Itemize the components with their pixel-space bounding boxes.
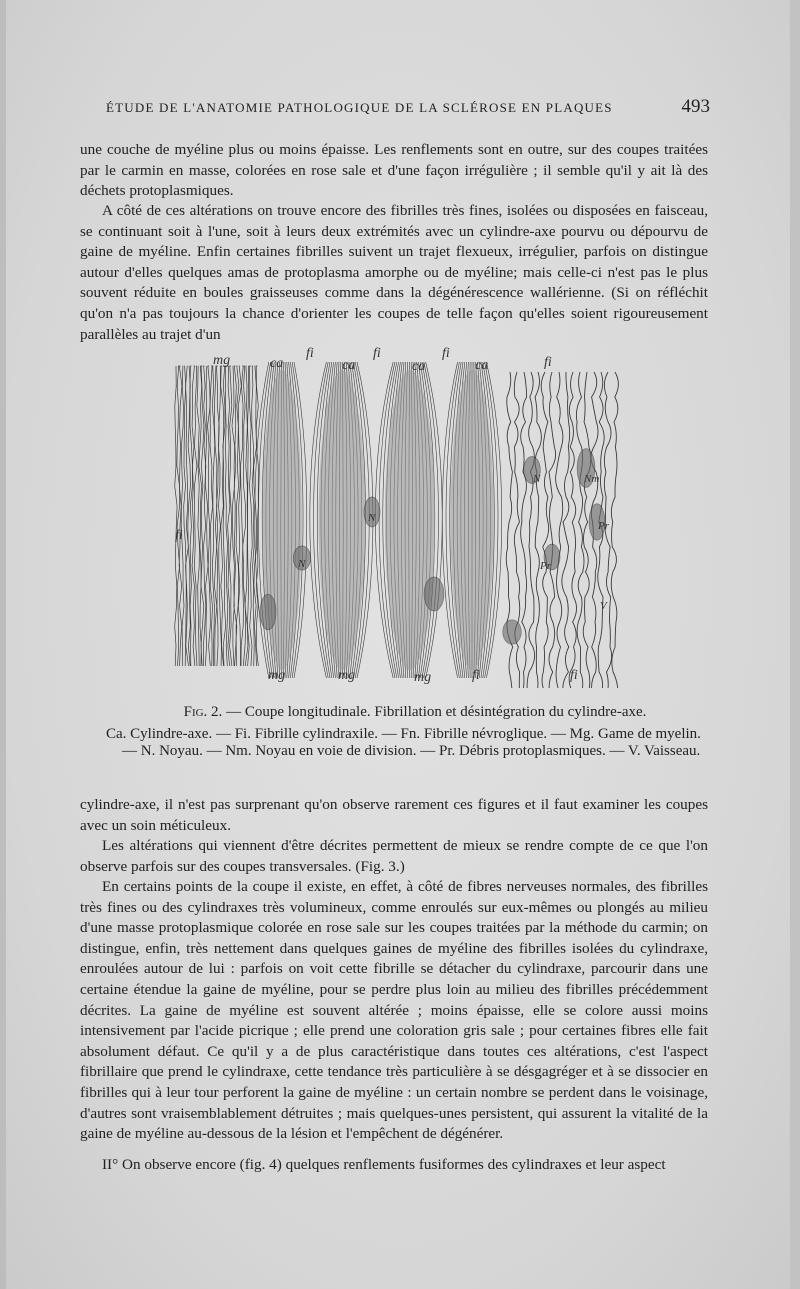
figure-label-bottom-mg: mg [268,668,286,683]
page-right-edge [790,0,800,1289]
figure-label-inside-n: N [533,473,541,485]
running-header [80,96,710,120]
page-left-edge [0,0,6,1289]
figure-label-inside-nm: Nm [584,473,600,485]
figure-label-inside-pr: Pr [540,560,551,572]
figure-caption [106,704,714,760]
figure-label-inside-n: N [368,512,376,524]
paragraph-renflements: II° On observe encore (fig. 4) quelques renflements fusiformes des cylindraxes et leur aspect [102,1156,666,1173]
caption-fig-label: Fig. 2. [183,704,223,720]
figure-label-top-fi: fi [373,346,381,361]
figure-label-bottom-mg: mg [338,668,356,683]
figure-label-top-ca: ca [342,358,356,373]
figure-label-top-fi: fi [306,346,314,361]
paragraph-coupe: En certains points de la coupe il existe, en effet, à côté de fibres nerveuses normales, des fibrilles très fines ou des cylindraxes très volumineux, comme enroulés sur eux-mêmes ou plongés au milieu d'une masse protoplasmique colorée en rose sale sur les coupes traitées par la méthode du carmin; on distingue, enfin, très nettement dans quelques gaines de myéline des fibrilles isolées du cylindraxe, enroulées autour de lui : parfois on voit cette fibrille se détacher du cylindraxe, parcourir dans une certaine étendue la gaine de myéline, pour se perdre plus loin au milieu des fibrilles précédemment décrites. La gaine de myéline est souvent altérée ; moins épaisse, elle se colore aussi moins intensivement par l'acide picrique ; elle prend une coloration gris sale ; pour certaines fibres elle fait absolument défaut. Ce qu'il y a de plus caractéristique dans toutes ces altérations, c'est l'aspect fibrillaire que prend le cylindraxe, cette tendance très particulière à se désgagréger et à se dissocier en fibrilles qui à leur tour perforent la gaine de myéline : un certain nombre se perdent dans le voisinage, d'autres sont vraisemblablement détruites ; mais quelques-unes persistent, qui assurent la vitalité de la gaine de myéline au-dessous de la lésion et l'empêchent de dégénérer. [80,878,708,1143]
caption-legend: Ca. Cylindre-axe. — Fi. Fibrille cylindraxile. — Fn. Fibrille névroglique. — Mg. Game de myelin. — N. Noyau. — Nm. Noyau en voie de division. — Pr. Débris protoplasmiques. — V. Vaisseau. [106,726,701,759]
figure-label-top-ca: ca [412,359,426,374]
figure-2-illustration [172,352,620,688]
figure-label-bottom-mg: mg [414,670,432,685]
fiber-drawing [172,352,620,688]
paragraph-alterations: Les altérations qui viennent d'être décrites permettent de mieux se rendre compte de ce que l'on observe parfois sur des coupes transversales. (Fig. 3.) [80,837,708,875]
figure-label-inside-fi: fi [175,528,183,543]
figure-label-top-fi: fi [442,346,450,361]
figure-label-top-ca: ca [270,356,284,371]
figure-label-top-fi: fi [544,355,552,370]
paragraph-cylindre-axe: cylindre-axe, il n'est pas surprenant qu'on observe rarement ces figures et il faut examiner les coupes avec un soin méticuleux. [80,796,708,834]
figure-label-inside-pr: Pr [598,520,609,532]
figure-label-top-mg: mg [213,353,231,368]
figure-label-top-ca: ca [475,358,489,373]
caption-title-text: — Coupe longitudinale. Fibrillation et désintégration du cylindre-axe. [226,704,647,720]
paragraph-fibrilles: A côté de ces altérations on trouve encore des fibrilles très fines, isolées ou disposées en faisceau, se continuant soit à l'une, soit à leurs deux extrémités avec un cylindre-axe pourvu ou dépourvu de gaine de myéline. Enfin certaines fibrilles suivent un trajet flexueux, irrégulier, parfois on distingue autour d'elles quelques amas de protoplasma amorphe ou de myéline; mais celle-ci n'est pas le plus souvent réduite en boules graisseuses comme dans la dégénérescence wallérienne. (Si on réfléchit qu'on n'a pas toujours la chance d'orienter les coupes de telle façon qu'elles soient rigoureusement parallèles au trajet d'un [80,202,708,343]
page-number: 493 [681,96,710,117]
figure-label-inside-v: V [600,600,607,612]
paragraph-continuation: une couche de myéline plus ou moins épaisse. Les renflements sont en outre, sur des coupes traitées par le carmin en masse, colorées en rose sale et d'une façon irrégulière ; il semble qu'il y ait là des déchets protoplasmiques. [80,141,708,200]
caption-title [116,704,714,721]
header-title: ÉTUDE DE L'ANATOMIE PATHOLOGIQUE DE LA SCLÉROSE EN PLAQUES [106,100,613,115]
figure-label-bottom-fi: fi [472,668,480,683]
figure-label-inside-n: N [298,558,306,570]
figure-label-bottom-fi: fi [570,668,578,683]
